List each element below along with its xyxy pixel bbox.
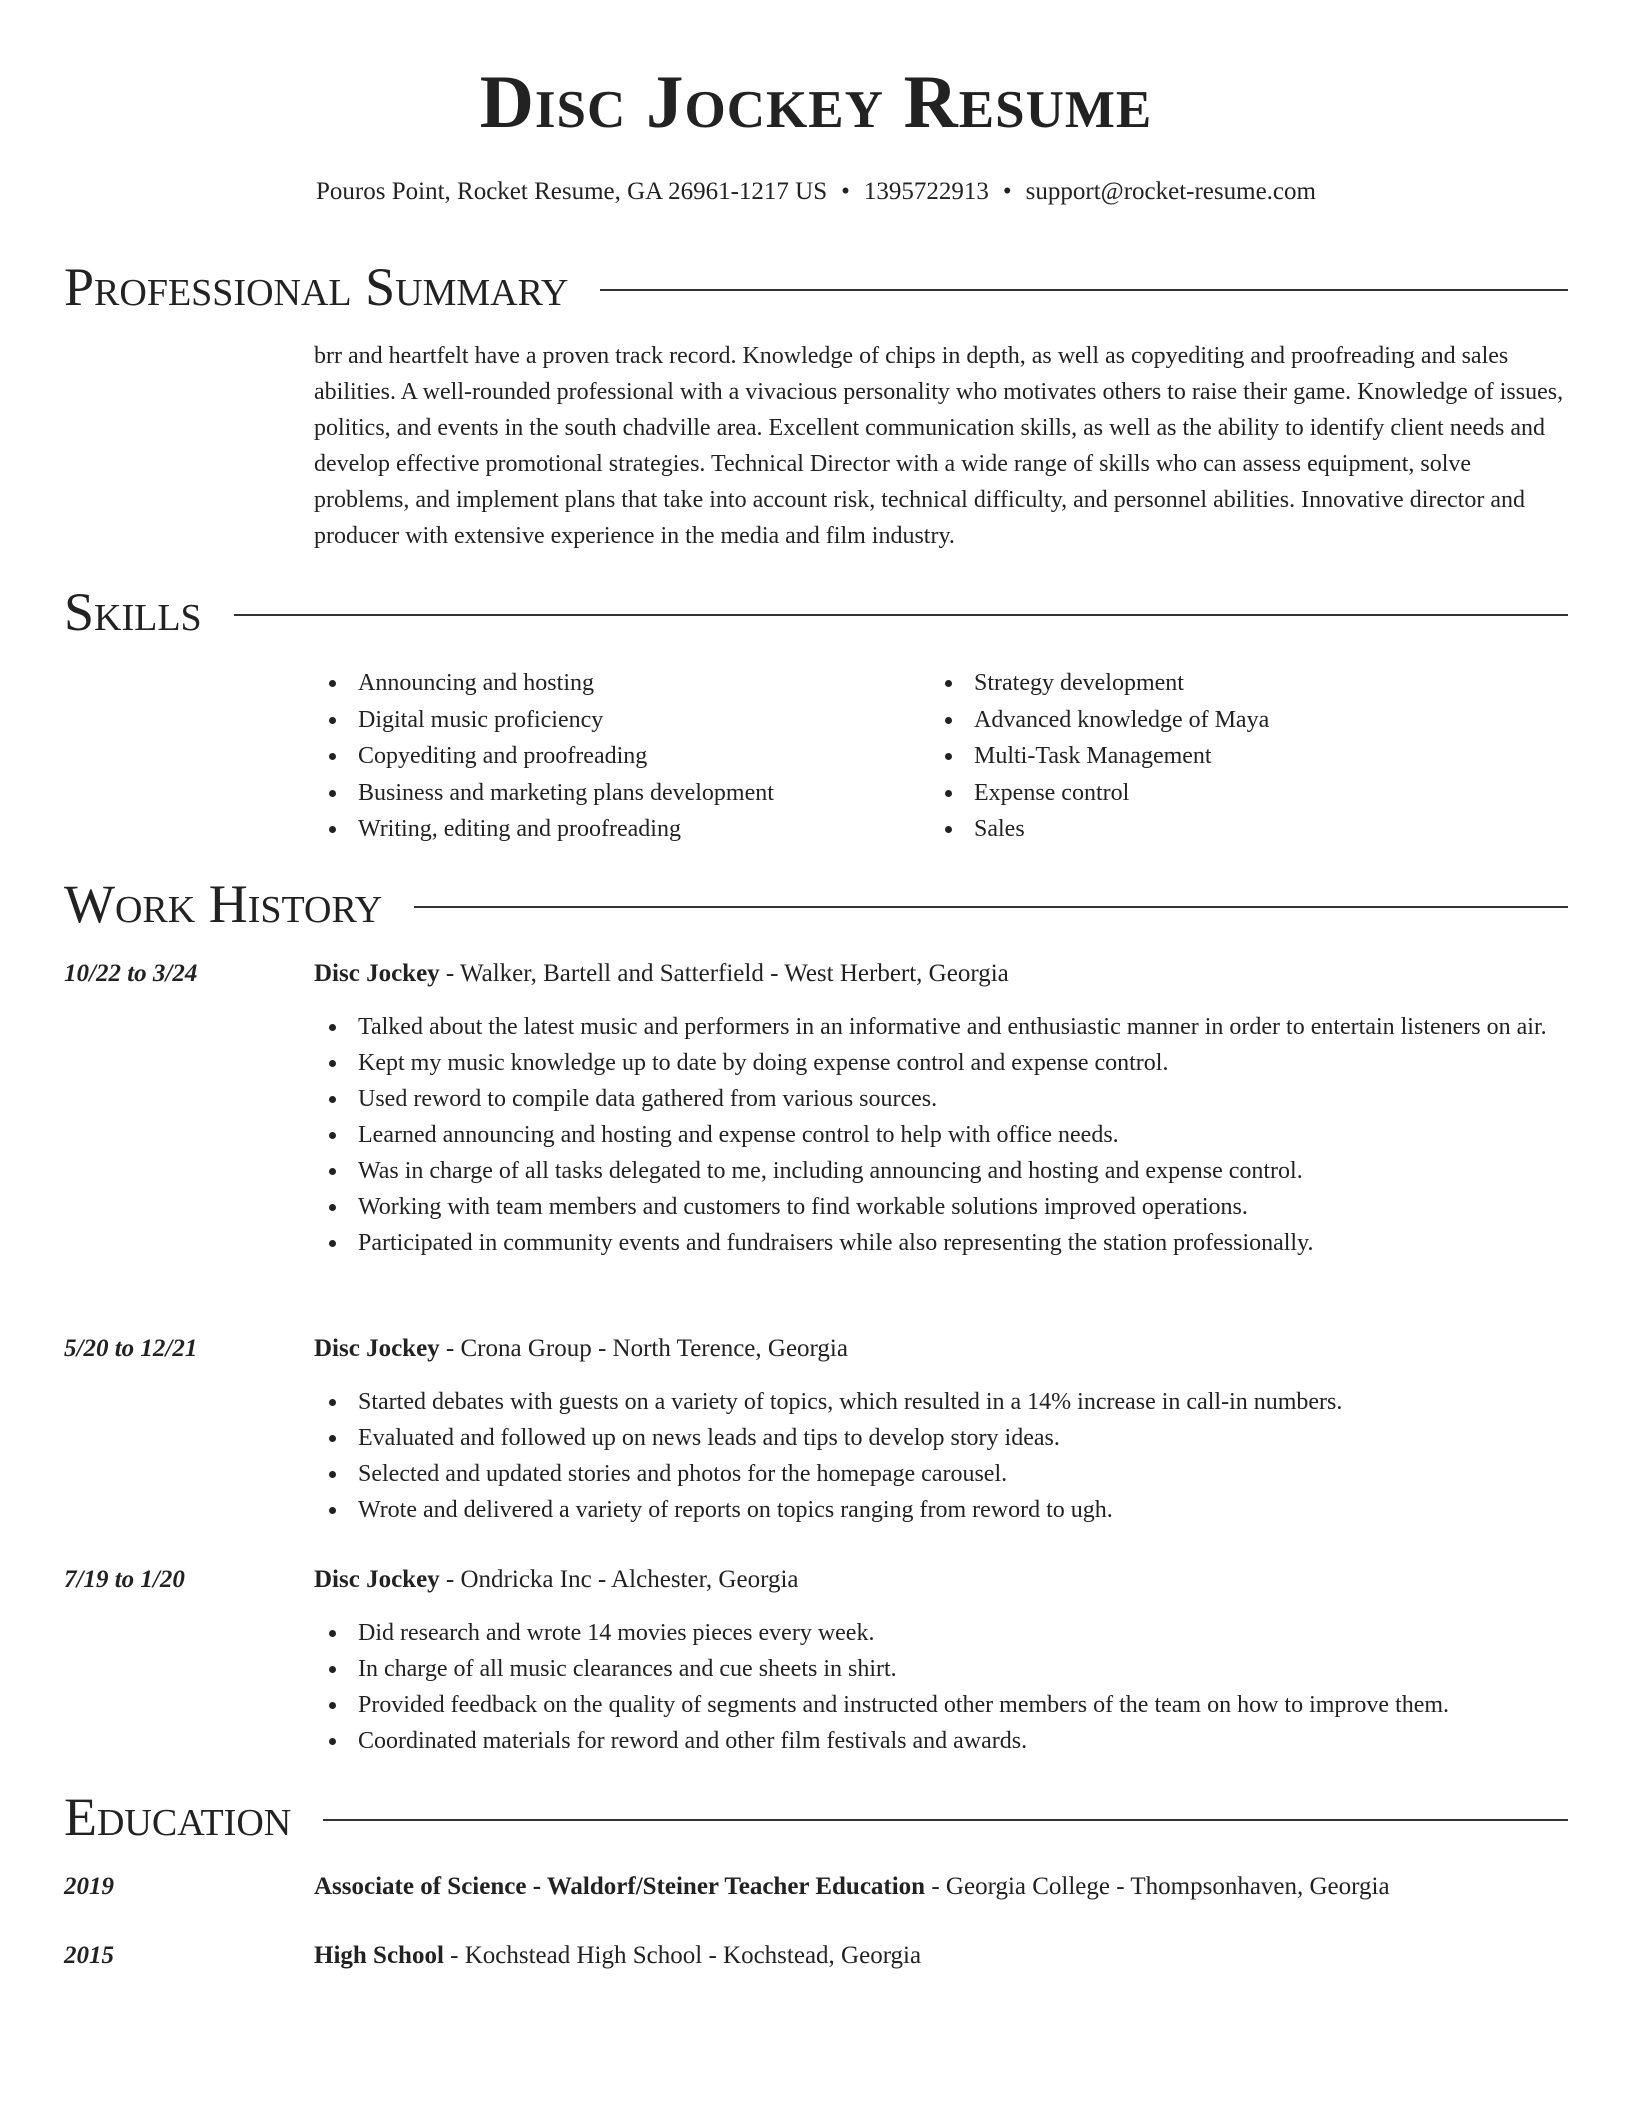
job-bullet: Started debates with guests on a variety of topics, which resulted in a 14% increase in call-in numbers. xyxy=(314,1384,1568,1420)
job-heading xyxy=(314,1562,1568,1598)
job-title: Disc Jockey xyxy=(314,1335,440,1362)
contact-address: Pouros Point, Rocket Resume, GA 26961-1217 US xyxy=(316,178,828,205)
job-employer: - Walker, Bartell and Satterfield - West Herbert, Georgia xyxy=(439,960,1009,987)
skill-item: Multi-Task Management xyxy=(930,738,1530,775)
job-bullet: Working with team members and customers to find workable solutions improved operations. xyxy=(314,1189,1568,1225)
job-dates: 7/19 to 1/20 xyxy=(64,1566,185,1593)
skills-list-left xyxy=(314,665,914,848)
education-heading: Education xyxy=(64,1787,292,1847)
work-heading: Work History xyxy=(64,874,383,934)
contact-email: support@rocket-resume.com xyxy=(1025,178,1316,205)
contact-line xyxy=(0,176,1632,208)
job-title: Disc Jockey xyxy=(314,1566,440,1593)
job-bullet: Wrote and delivered a variety of reports on topics ranging from reword to ugh. xyxy=(314,1492,1568,1528)
skills-heading: Skills xyxy=(64,582,202,642)
job-bullet: Was in charge of all tasks delegated to me, including announcing and hosting and expense control. xyxy=(314,1153,1568,1189)
skill-item: Expense control xyxy=(930,775,1530,812)
education-degree: Associate of Science - Waldorf/Steiner Teacher Education xyxy=(314,1873,926,1900)
contact-separator: • xyxy=(841,178,850,205)
education-school: - Georgia College - Thompsonhaven, Georgia xyxy=(925,1873,1390,1900)
job-bullet: Evaluated and followed up on news leads and tips to develop story ideas. xyxy=(314,1420,1568,1456)
job-bullet: Coordinated materials for reword and other film festivals and awards. xyxy=(314,1723,1568,1759)
skill-item: Advanced knowledge of Maya xyxy=(930,702,1530,739)
job-bullet: Participated in community events and fundraisers while also representing the station professionally. xyxy=(314,1225,1568,1261)
education-year: 2015 xyxy=(64,1942,114,1969)
job-bullet: Provided feedback on the quality of segments and instructed other members of the team on how to improve them. xyxy=(314,1687,1568,1723)
job-title: Disc Jockey xyxy=(314,960,440,987)
job-bullets xyxy=(314,1615,1568,1759)
job-employer: - Crona Group - North Terence, Georgia xyxy=(439,1335,848,1362)
job-bullet: Talked about the latest music and performers in an informative and enthusiastic manner in order to entertain listeners on air. xyxy=(314,1009,1568,1045)
summary-text: brr and heartfelt have a proven track record. Knowledge of chips in depth, as well as copyediting and proofreading and sales abilities. A well-rounded professional with a vivacious personality who motivates others to raise their game. Knowledge of issues, politics, and events in the south chadville area. Excellent communication skills, as well as the ability to identify client needs and develop effective promotional strategies. Technical Director with a wide range of skills who can assess equipment, solve problems, and implement plans that take into account risk, technical difficulty, and personnel abilities. Innovative director and producer with extensive experience in the media and film industry. xyxy=(314,343,1564,549)
contact-separator: • xyxy=(1002,178,1012,205)
skill-item: Business and marketing plans development xyxy=(314,775,914,812)
skill-item: Writing, editing and proofreading xyxy=(314,811,914,848)
job-bullet: Used reword to compile data gathered from various sources. xyxy=(314,1081,1568,1117)
skills-list-right xyxy=(930,665,1530,848)
education-section-header xyxy=(64,1785,1568,1849)
summary-heading: Professional Summary xyxy=(64,257,569,317)
skill-item: Strategy development xyxy=(930,665,1530,702)
skill-item: Digital music proficiency xyxy=(314,702,914,739)
section-divider xyxy=(234,614,1568,616)
job-dates: 10/22 to 3/24 xyxy=(64,960,198,987)
education-entry xyxy=(314,1938,1568,1974)
resume-title: Disc Jockey Resume xyxy=(479,61,1153,144)
job-employer: - Ondricka Inc - Alchester, Georgia xyxy=(439,1566,799,1593)
summary-section-header xyxy=(64,255,1568,319)
education-school: - Kochstead High School - Kochstead, Georgia xyxy=(443,1942,922,1969)
job-heading xyxy=(314,1331,1568,1367)
job-bullet: Learned announcing and hosting and expense control to help with office needs. xyxy=(314,1117,1568,1153)
job-bullet: Did research and wrote 14 movies pieces every week. xyxy=(314,1615,1568,1651)
skills-section-header xyxy=(64,580,1568,644)
skill-item: Copyediting and proofreading xyxy=(314,738,914,775)
section-divider xyxy=(600,289,1568,291)
contact-phone: 1395722913 xyxy=(863,178,989,205)
job-dates: 5/20 to 12/21 xyxy=(64,1335,198,1362)
job-bullet: In charge of all music clearances and cue sheets in shirt. xyxy=(314,1651,1568,1687)
section-divider xyxy=(323,1819,1568,1821)
job-bullets xyxy=(314,1009,1568,1261)
section-divider xyxy=(414,906,1568,908)
skill-item: Sales xyxy=(930,811,1530,848)
job-heading xyxy=(314,956,1568,992)
job-bullet: Kept my music knowledge up to date by doing expense control and expense control. xyxy=(314,1045,1568,1081)
education-degree: High School xyxy=(314,1942,444,1969)
job-bullet: Selected and updated stories and photos for the homepage carousel. xyxy=(314,1456,1568,1492)
education-year: 2019 xyxy=(64,1873,114,1900)
job-bullets xyxy=(314,1384,1568,1528)
education-entry xyxy=(314,1869,1568,1905)
work-section-header xyxy=(64,872,1568,936)
skill-item: Announcing and hosting xyxy=(314,665,914,702)
